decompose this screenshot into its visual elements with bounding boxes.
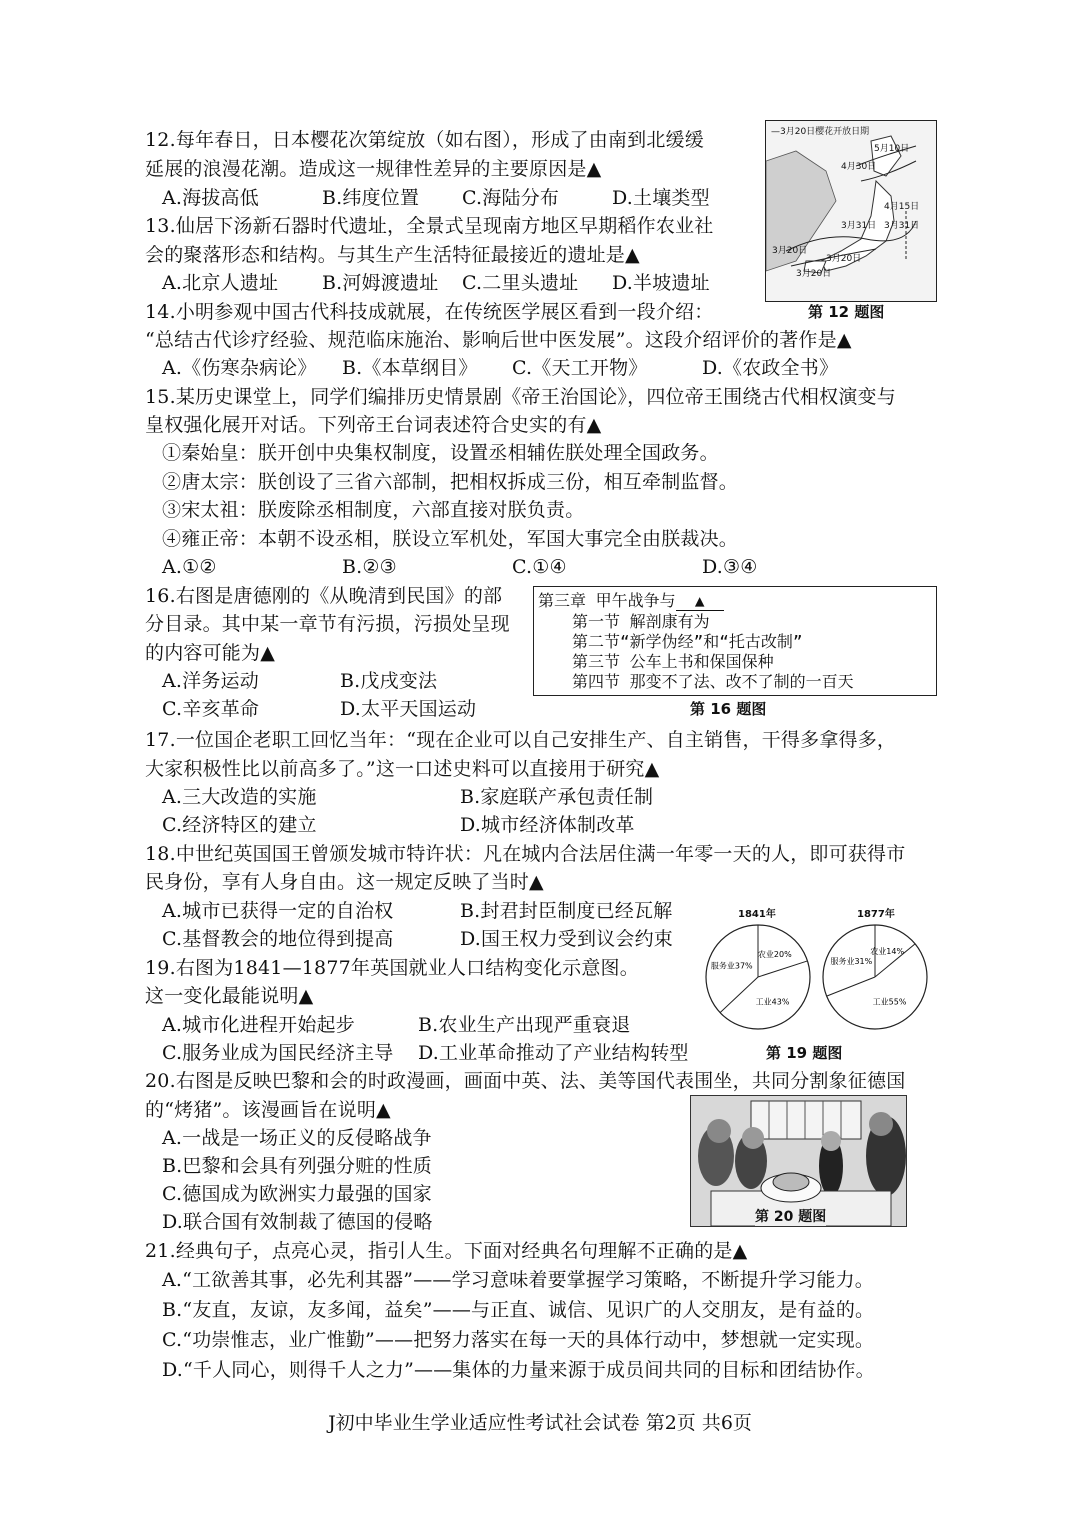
q15-item: ③宋太祖：朕废除丞相制度，六部直接对朕负责。 xyxy=(162,499,585,521)
q20-stem-line2: 的“烤猪”。该漫画旨在说明▲ xyxy=(145,1099,391,1121)
pie-slice-label: 服务业37% xyxy=(710,961,753,971)
q19-option-a: A.城市化进程开始起步 xyxy=(162,1014,355,1036)
q15-item: ①秦始皇：朕开创中央集权制度，设置丞相辅佐朕处理全国政务。 xyxy=(162,442,719,464)
map-label: 3月20日 xyxy=(826,254,862,264)
pie-slice-label: 服务业31% xyxy=(830,956,873,966)
map-label: 3月31日 xyxy=(841,221,877,231)
q14-stem-line2: “总结古代诊疗经验、规范临床施治、影响后世中医发展”。这段介绍评价的著作是▲ xyxy=(145,329,852,351)
map-label: 3月20日 xyxy=(772,246,808,256)
q13-stem-line2: 会的聚落形态和结构。与其生产生活特征最接近的遗址是▲ xyxy=(145,244,640,266)
q16-stem-line1: 16.右图是唐德刚的《从晚清到民国》的部 xyxy=(145,585,503,607)
q17-option-c: C.经济特区的建立 xyxy=(162,814,317,836)
q15-stem-line2: 皇权强化展开对话。下列帝王台词表述符合史实的有▲ xyxy=(145,414,602,436)
q12-caption: 第 12 题图 xyxy=(808,303,885,321)
answer-blank-mark: ▲ xyxy=(586,158,602,180)
toc-section: 第二节“新学伪经”和“托古改制” xyxy=(572,632,803,651)
q20-cartoon-image xyxy=(690,1095,907,1227)
q19-option-c: C.服务业成为国民经济主导 xyxy=(162,1042,394,1064)
q21-option-d: D.“千人同心，则得千人之力”——集体的力量来源于成员间共同的目标和团结协作。 xyxy=(162,1359,875,1381)
q15-stem-line1: 15.某历史课堂上，同学们编排历史情景剧《帝王治国论》，四位帝王围绕古代相权演变与 xyxy=(145,386,896,408)
q14-option-d: D.《农政全书》 xyxy=(702,357,839,379)
answer-blank-mark: ▲ xyxy=(260,642,276,664)
q18-option-b: B.封君封臣制度已经瓦解 xyxy=(460,900,673,922)
map-label: 4月15日 xyxy=(884,202,920,212)
q15-option-b: B.②③ xyxy=(342,556,397,578)
pie-slice-label: 农业14% xyxy=(870,947,905,957)
q18-stem-line2: 民身份，享有人身自由。这一规定反映了当时▲ xyxy=(145,871,544,893)
q20-caption: 第 20 题图 xyxy=(755,1206,826,1226)
answer-blank-mark: ▲ xyxy=(376,1099,391,1121)
q14-option-a: A.《伤寒杂病论》 xyxy=(162,357,317,379)
q15-item: ②唐太宗：朕创设了三省六部制，把相权拆成三份，相互牵制监督。 xyxy=(162,471,739,493)
q12-stem-line2: 延展的浪漫花潮。造成这一规律性差异的主要原因是▲ xyxy=(145,158,602,180)
q19-pie-charts xyxy=(700,905,935,1035)
answer-blank-mark: ▲ xyxy=(836,329,852,351)
q21-option-a: A.“工欲善其事，必先利其器”——学习意味着要掌握学习策略，不断提升学习能力。 xyxy=(162,1269,874,1291)
q14-option-b: B.《本草纲目》 xyxy=(342,357,478,379)
q16-option-a: A.洋务运动 xyxy=(162,670,259,692)
q19-option-d: D.工业革命推动了产业结构转型 xyxy=(418,1042,689,1064)
q19-caption: 第 19 题图 xyxy=(766,1044,843,1062)
toc-blank: ▲ xyxy=(676,591,724,611)
q16-option-d: D.太平天国运动 xyxy=(340,698,477,720)
q16-stem-line2: 分目录。其中某一章节有污损，污损处呈现 xyxy=(145,613,510,635)
q20-option-d: D.联合国有效制裁了德国的侵略 xyxy=(162,1211,433,1233)
q19-stem-line1: 19.右图为1841—1877年英国就业人口结构变化示意图。 xyxy=(145,957,639,979)
toc-section: 第四节 那变不了法、改不了制的一百天 xyxy=(572,672,854,691)
answer-blank-mark: ▲ xyxy=(298,985,314,1007)
answer-blank-mark: ▲ xyxy=(586,414,602,436)
q12-stem-line1: 12.每年春日，日本樱花次第绽放（如右图），形成了由南到北缓缓 xyxy=(145,129,704,151)
q15-option-a: A.①② xyxy=(162,556,217,578)
pie-slice-label: 工业43% xyxy=(755,997,790,1007)
answer-blank-mark: ▲ xyxy=(732,1240,748,1262)
q13-option-d: D.半坡遗址 xyxy=(612,272,710,294)
map-label: 4月30日 xyxy=(841,162,877,172)
pie-svg xyxy=(700,905,935,1035)
map-label: 3月20日 xyxy=(796,269,832,279)
q13-option-a: A.北京人遗址 xyxy=(162,272,279,294)
toc-section: 第一节 解剖康有为 xyxy=(572,612,710,631)
map-label: 5月10日 xyxy=(874,144,910,154)
q18-stem-line1: 18.中世纪英国国王曾颁发城市特许状：凡在城内合法居住满一年零一天的人，即可获得市 xyxy=(145,843,906,865)
q12-option-c: C.海陆分布 xyxy=(462,187,560,209)
q12-option-d: D.土壤类型 xyxy=(612,187,710,209)
q18-option-d: D.国王权力受到议会约束 xyxy=(460,928,673,950)
q15-option-c: C.①④ xyxy=(512,556,567,578)
answer-blank-mark: ▲ xyxy=(644,758,660,780)
q20-stem-line1: 20.右图是反映巴黎和会的时政漫画，画面中英、法、美等国代表围坐，共同分割象征德国 xyxy=(145,1070,906,1092)
q13-option-c: C.二里头遗址 xyxy=(462,272,579,294)
q19-stem-line2: 这一变化最能说明▲ xyxy=(145,985,314,1007)
q16-toc-box xyxy=(533,586,937,696)
q18-option-a: A.城市已获得一定的自治权 xyxy=(162,900,394,922)
map-label: 3月31日 xyxy=(884,221,920,231)
q20-option-a: A.一战是一场正义的反侵略战争 xyxy=(162,1127,432,1149)
pie-slice-label: 工业55% xyxy=(872,997,907,1007)
q17-option-a: A.三大改造的实施 xyxy=(162,786,317,808)
q15-item: ④雍正帝：本朝不设丞相，朕设立军机处，军国大事完全由朕裁决。 xyxy=(162,528,739,550)
pie-slice-label: 农业20% xyxy=(757,949,792,959)
q21-option-b: B.“友直，友谅，友多闻，益矣”——与正直、诚信、见识广的人交朋友，是有益的。 xyxy=(162,1299,875,1321)
q15-option-d: D.③④ xyxy=(702,556,758,578)
q19-option-b: B.农业生产出现严重衰退 xyxy=(418,1014,631,1036)
q17-option-d: D.城市经济体制改革 xyxy=(460,814,635,836)
q18-option-c: C.基督教会的地位得到提高 xyxy=(162,928,394,950)
q16-caption: 第 16 题图 xyxy=(690,700,767,718)
q13-option-b: B.河姆渡遗址 xyxy=(322,272,439,294)
q13-stem-line1: 13.仙居下汤新石器时代遗址，全景式呈现南方地区早期稻作农业社 xyxy=(145,215,714,237)
q21-stem: 21.经典句子，点亮心灵，指引人生。下面对经典名句理解不正确的是▲ xyxy=(145,1240,748,1262)
q17-option-b: B.家庭联产承包责任制 xyxy=(460,786,654,808)
q12-option-a: A.海拔高低 xyxy=(162,187,259,209)
pie-title-1877: 1877年 xyxy=(857,909,895,920)
page-footer: J初中毕业生学业适应性考试社会试卷 第2页 共6页 xyxy=(328,1412,752,1434)
q17-stem-line2: 大家积极性比以前高多了。”这一口述史料可以直接用于研究▲ xyxy=(145,758,660,780)
q20-option-c: C.德国成为欧洲实力最强的国家 xyxy=(162,1183,432,1205)
q16-stem-line3: 的内容可能为▲ xyxy=(145,642,276,664)
map-legend: —3月20日樱花开放日期 xyxy=(771,127,870,137)
answer-blank-mark: ▲ xyxy=(529,871,544,893)
q14-option-c: C.《天工开物》 xyxy=(512,357,648,379)
q12-option-b: B.纬度位置 xyxy=(322,187,420,209)
toc-chapter: 第三章 甲午战争与 ▲ xyxy=(538,591,724,611)
q16-option-b: B.戊戌变法 xyxy=(340,670,438,692)
q20-option-b: B.巴黎和会具有列强分赃的性质 xyxy=(162,1155,433,1177)
pie-title-1841: 1841年 xyxy=(738,909,776,920)
toc-section: 第三节 公车上书和保国保种 xyxy=(572,652,774,671)
q12-japan-map xyxy=(765,120,937,302)
q16-option-c: C.辛亥革命 xyxy=(162,698,260,720)
q14-stem-line1: 14.小明参观中国古代科技成就展，在传统医学展区看到一段介绍： xyxy=(145,301,714,323)
q17-stem-line1: 17.一位国企老职工回忆当年：“现在企业可以自己安排生产、自主销售，干得多拿得多， xyxy=(145,729,897,751)
q21-option-c: C.“功崇惟志，业广惟勤”——把努力落实在每一天的具体行动中，梦想就一定实现。 xyxy=(162,1329,875,1351)
answer-blank-mark: ▲ xyxy=(625,244,640,266)
